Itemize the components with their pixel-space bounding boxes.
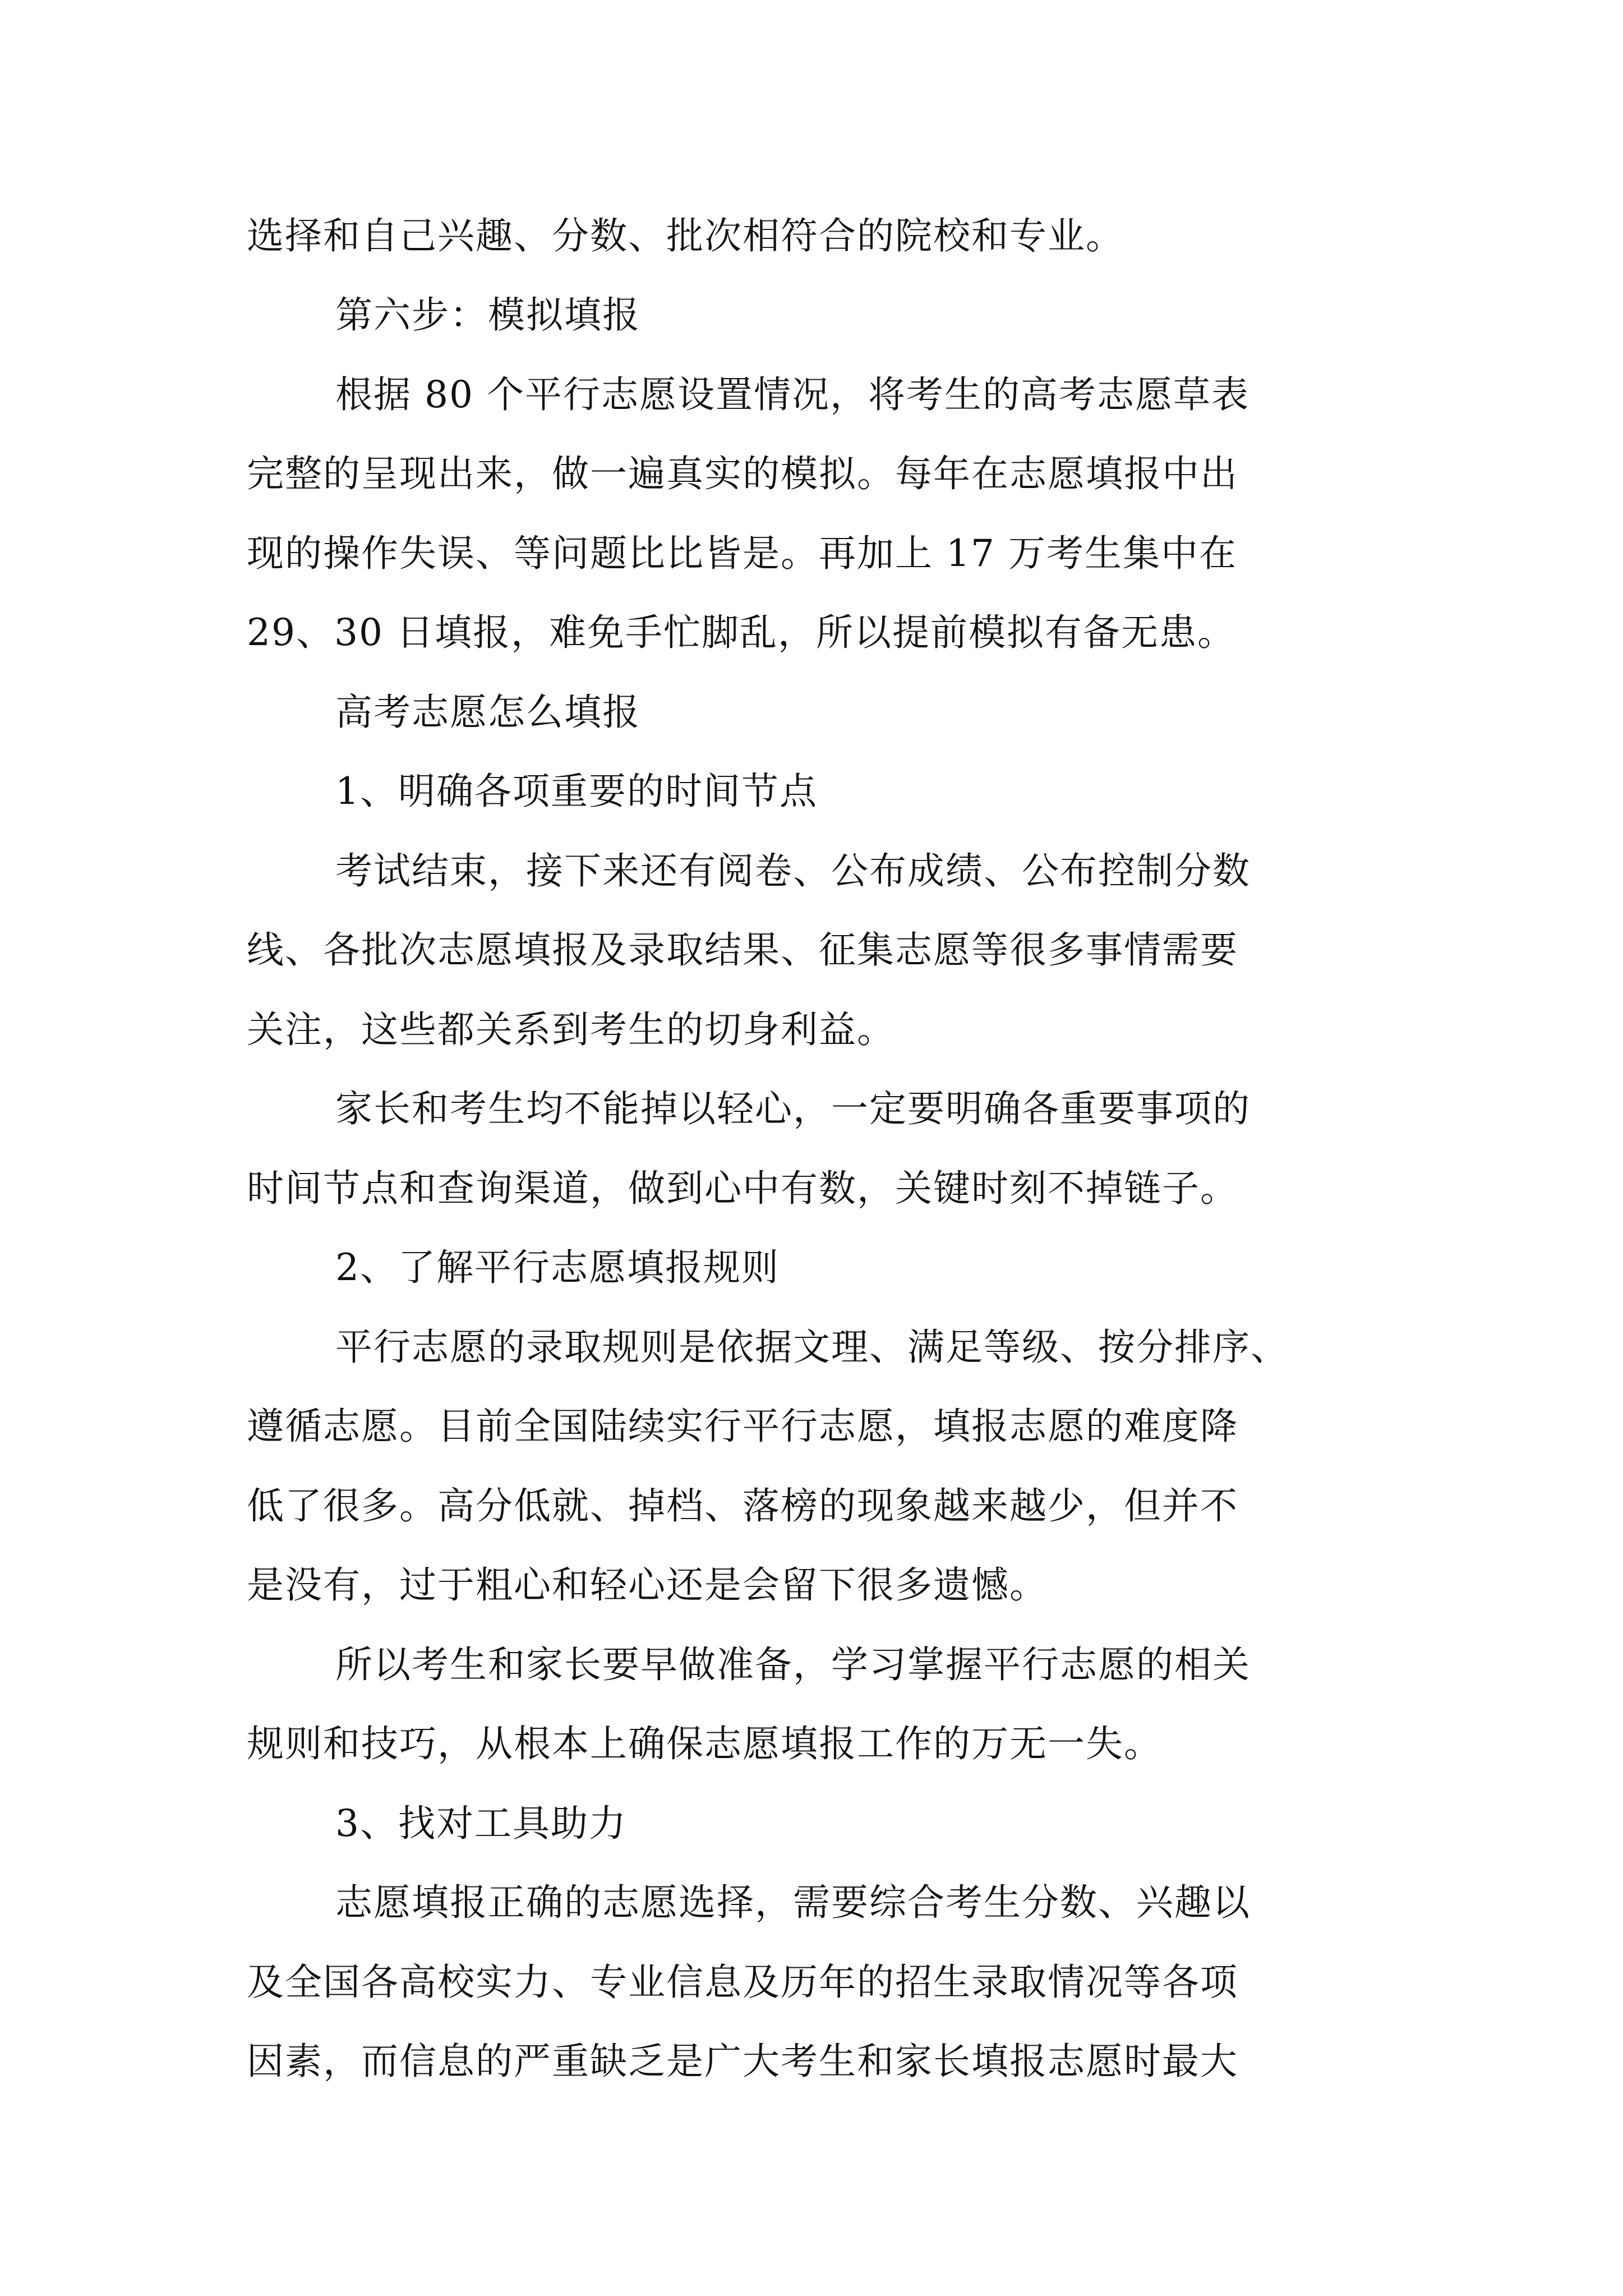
paragraph-line: 现的操作失误、等问题比比皆是。再加上 17 万考生集中在 bbox=[247, 532, 1237, 575]
paragraph-line: 是没有，过于粗心和轻心还是会留下很多遗憾。 bbox=[247, 1563, 1048, 1607]
paragraph-line: 29、30 日填报，难免手忙脚乱，所以提前模拟有备无患。 bbox=[247, 611, 1235, 654]
section-heading: 高考志愿怎么填报 bbox=[335, 691, 640, 734]
paragraph-line: 及全国各高校实力、专业信息及历年的招生录取情况等各项 bbox=[247, 1961, 1238, 2004]
section-heading: 3、找对工具助力 bbox=[335, 1802, 627, 1845]
paragraph-line: 规则和技巧，从根本上确保志愿填报工作的万无一失。 bbox=[247, 1722, 1162, 1765]
paragraph-line: 志愿填报正确的志愿选择，需要综合考生分数、兴趣以 bbox=[335, 1881, 1251, 1924]
paragraph-line: 因素，而信息的严重缺乏是广大考生和家长填报志愿时最大 bbox=[247, 2040, 1238, 2083]
paragraph-line: 家长和考生均不能掉以轻心，一定要明确各重要事项的 bbox=[335, 1087, 1251, 1130]
section-heading: 第六步：模拟填报 bbox=[335, 293, 640, 337]
paragraph-line: 关注，这些都关系到考生的切身利益。 bbox=[247, 1008, 895, 1051]
paragraph-line: 完整的呈现出来，做一遍真实的模拟。每年在志愿填报中出 bbox=[247, 452, 1238, 495]
section-heading: 1、明确各项重要的时间节点 bbox=[335, 770, 818, 813]
section-heading: 2、了解平行志愿填报规则 bbox=[335, 1246, 780, 1289]
paragraph-line: 线、各批次志愿填报及录取结果、征集志愿等很多事情需要 bbox=[247, 928, 1238, 972]
paragraph-line: 所以考生和家长要早做准备，学习掌握平行志愿的相关 bbox=[335, 1643, 1251, 1686]
paragraph-line: 遵循志愿。目前全国陆续实行平行志愿，填报志愿的难度降 bbox=[247, 1405, 1238, 1448]
paragraph-line: 低了很多。高分低就、掉档、落榜的现象越来越少，但并不 bbox=[247, 1484, 1238, 1527]
paragraph-line: 选择和自己兴趣、分数、批次相符合的院校和专业。 bbox=[247, 214, 1124, 257]
paragraph-line: 根据 80 个平行志愿设置情况，将考生的高考志愿草表 bbox=[335, 373, 1249, 416]
paragraph-line: 考试结束，接下来还有阅卷、公布成绩、公布控制分数 bbox=[335, 849, 1251, 892]
paragraph-line: 时间节点和查询渠道，做到心中有数，关键时刻不掉链子。 bbox=[247, 1167, 1238, 1210]
paragraph-line: 平行志愿的录取规则是依据文理、满足等级、按分排序、 bbox=[335, 1326, 1289, 1369]
